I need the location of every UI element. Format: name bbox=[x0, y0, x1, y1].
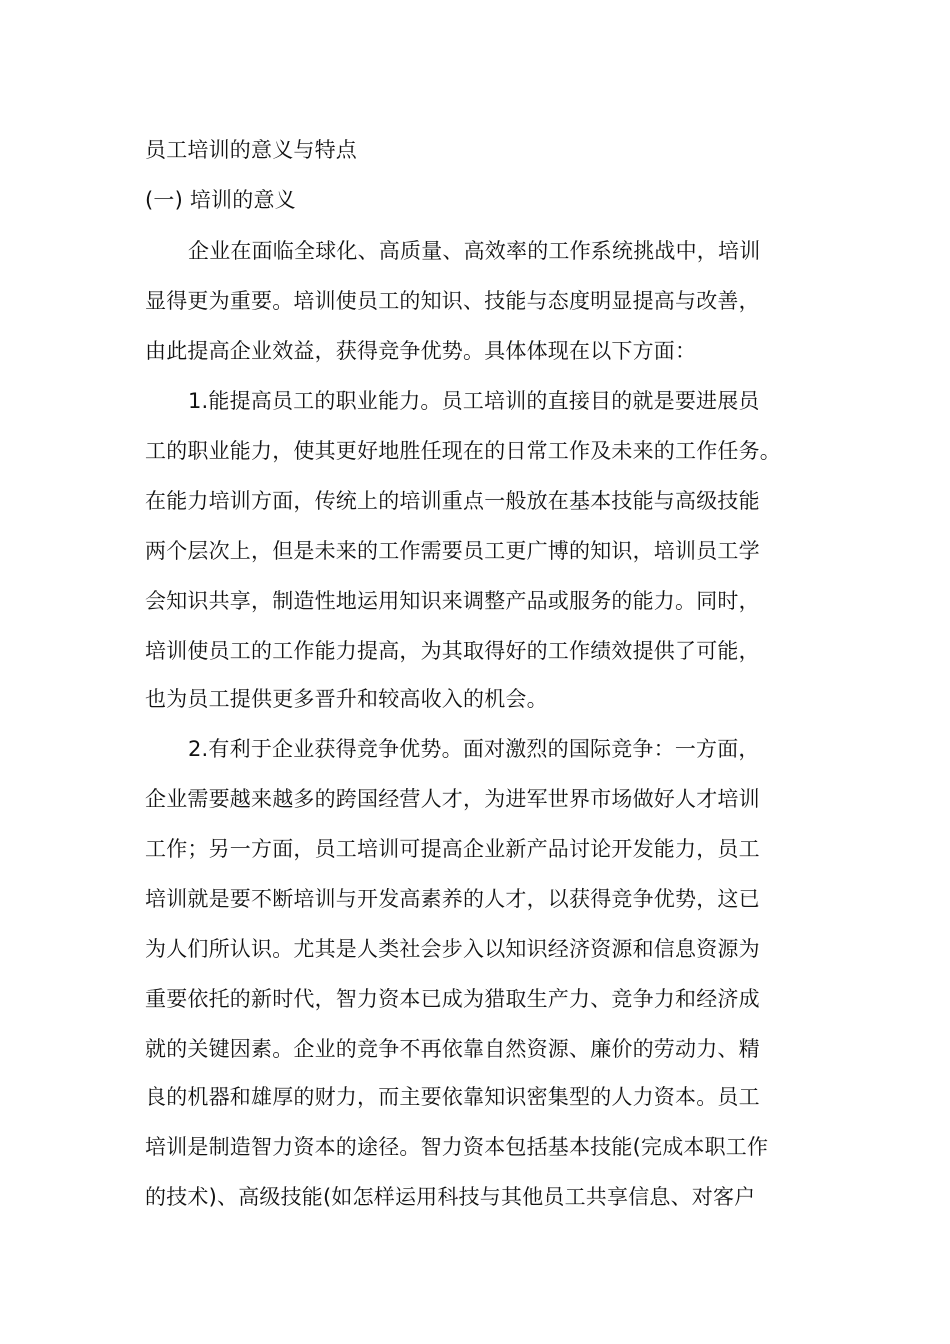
paragraph-line: 的技术)、高级技能(如怎样运用科技与其他员工共享信息、对客户 bbox=[145, 1185, 756, 1209]
paragraph-line: 就的关键因素。企业的竞争不再依靠自然资源、廉价的劳动力、精 bbox=[145, 1037, 760, 1061]
paragraph-line: 培训使员工的工作能力提高，为其取得好的工作绩效提供了可能， bbox=[145, 639, 760, 663]
paragraph-line: 会知识共享，制造性地运用知识来调整产品或服务的能力。同时， bbox=[145, 589, 760, 613]
paragraph-line: 良的机器和雄厚的财力，而主要依靠知识密集型的人力资本。员工 bbox=[145, 1085, 760, 1109]
paragraph-line: 工的职业能力，使其更好地胜任现在的日常工作及未来的工作任务。 bbox=[145, 439, 781, 463]
paragraph-line: 企业在面临全球化、高质量、高效率的工作系统挑战中，培训 bbox=[188, 239, 761, 263]
paragraph-line: 在能力培训方面，传统上的培训重点一般放在基本技能与高级技能 bbox=[145, 489, 760, 513]
paragraph-line: 工作；另一方面，员工培训可提高企业新产品讨论开发能力，员工 bbox=[145, 837, 760, 861]
paragraph-line: 培训是制造智力资本的途径。智力资本包括基本技能(完成本职工作 bbox=[145, 1135, 769, 1159]
paragraph-line: 由此提高企业效益，获得竞争优势。具体体现在以下方面： bbox=[145, 339, 697, 363]
paragraph-line: 两个层次上，但是未来的工作需要员工更广博的知识，培训员工学 bbox=[145, 539, 760, 563]
document-title: 员工培训的意义与特点 bbox=[145, 138, 357, 162]
paragraph-line: 2.有利于企业获得竞争优势。面对激烈的国际竞争：一方面， bbox=[188, 737, 760, 761]
paragraph-line: 1.能提高员工的职业能力。员工培训的直接目的就是要进展员 bbox=[188, 389, 760, 413]
paragraph-line: 为人们所认识。尤其是人类社会步入以知识经济资源和信息资源为 bbox=[145, 937, 760, 961]
paragraph-line: 也为员工提供更多晋升和较高收入的机会。 bbox=[145, 687, 548, 711]
paragraph-line: 企业需要越来越多的跨国经营人才，为进军世界市场做好人才培训 bbox=[145, 787, 760, 811]
paragraph-line: 培训就是要不断培训与开发高素养的人才，以获得竞争优势，这已 bbox=[145, 887, 760, 911]
paragraph-line: 重要依托的新时代，智力资本已成为猎取生产力、竞争力和经济成 bbox=[145, 987, 760, 1011]
section-heading: (一) 培训的意义 bbox=[145, 188, 296, 212]
paragraph-line: 显得更为重要。培训使员工的知识、技能与态度明显提高与改善， bbox=[145, 289, 760, 313]
